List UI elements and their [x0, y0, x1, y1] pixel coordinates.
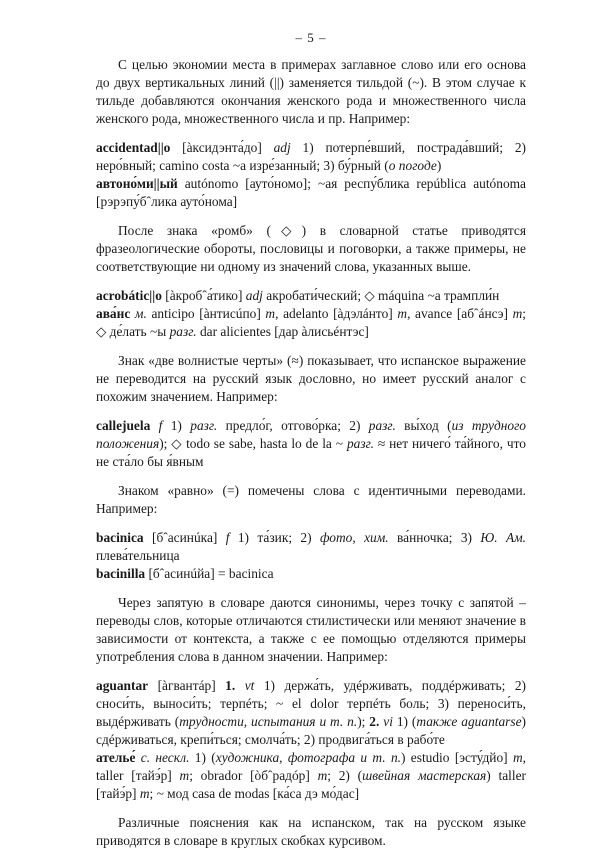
headword: aguantar: [96, 678, 149, 693]
italic-label: m: [139, 786, 150, 801]
italic-label: vt: [244, 678, 255, 693]
text-run: ; 2) (: [327, 768, 363, 783]
dictionary-entry: [96, 287, 526, 305]
text-run: [150, 418, 158, 433]
explanatory-paragraph: [96, 222, 526, 276]
headword: accidentad||o: [96, 140, 171, 155]
text-run: вы́ход (: [395, 418, 452, 433]
text-run: ) сдéрживаться, крепи́ться; смолча́ть; 2) продвига́ться в рабо́те: [96, 714, 527, 747]
headword: 2.: [369, 714, 380, 729]
italic-label: также aguantarse: [416, 714, 522, 729]
text-run: Различные пояснения как на испанском, так на русском языке приводятся в словаре в круглых скобках курсивом.: [96, 815, 526, 848]
text-run: ): [436, 158, 442, 173]
italic-label: adj: [273, 140, 291, 155]
italic-label: f: [225, 530, 230, 545]
text-run: anticipo [àнтисúпо]: [146, 306, 266, 321]
text-run: [бˆасинúка]: [143, 530, 226, 545]
text-run: ; ~ мод casa de modas [ка́са дэ мо́дас]: [149, 786, 360, 801]
text-run: Знак «две волнистые черты» (≈) показывает, что испанское выражение не переводится на русский язык дословно, но имеет русский аналог с похожим значением. Например:: [96, 353, 526, 404]
text-run: ); ◇ todo se sabe, hasta lo de la ~: [159, 436, 347, 451]
explanatory-paragraph: [96, 56, 526, 128]
italic-label: m: [179, 768, 190, 783]
headword: ава́нс: [96, 306, 131, 321]
text-run: Через запятую в словаре даются синонимы, через точку с запятой – переводы слов, которые отличаются стилистически или меняют значение в зависимости от контекста, а также с ее помощью отделяются примеры употребления слова в данном значении. Например:: [96, 595, 526, 664]
text-run: [àксидэнта́до]: [170, 140, 274, 155]
text-run: После знака «ромб» (◇) в словарной статье приводятся фразеологические обороты, пословицы и поговорки, а также примеры, не соответствующие ни одному из значений слова, указанных выше.: [96, 223, 526, 274]
italic-label: из трудного положения: [96, 418, 526, 451]
italic-label: м.: [134, 306, 147, 321]
text-run: ; obrador [òбˆрадóр]: [189, 768, 318, 783]
italic-label: m: [397, 306, 408, 321]
dictionary-entry: [96, 139, 526, 175]
explanatory-paragraph: [96, 482, 526, 518]
italic-label: разг.: [190, 418, 218, 433]
italic-label: f: [158, 418, 163, 433]
italic-label: m: [265, 306, 276, 321]
text-run: плева́тельница: [96, 548, 180, 563]
text-run: dar alicientes [дар àлисьéнтэс]: [196, 324, 369, 339]
text-run: 1): [162, 418, 191, 433]
text-run: [235, 678, 244, 693]
italic-label: с. нескл.: [140, 750, 190, 765]
text-run: 1) держа́ть, удéрживать, поддéрживать; 2) сноси́ть, выноси́ть; терпéть; ~ el dolor терпéть боль; 3) переноси́ть, выдéрживать (: [96, 678, 526, 729]
headword: ателье́: [96, 750, 136, 765]
italic-label: художника, фотографа и т. п.: [215, 750, 401, 765]
italic-label: разг.: [368, 418, 396, 433]
italic-label: разг.: [346, 436, 374, 451]
italic-label: Ю. Ам.: [480, 530, 527, 545]
text-run: ) taller [тайэ́р]: [96, 768, 526, 801]
page-body: [96, 56, 526, 850]
headword: bacinica: [96, 530, 144, 545]
headword: callejuela: [96, 418, 151, 433]
dictionary-entry: [96, 749, 526, 803]
italic-label: m: [512, 306, 523, 321]
text-run: акробати́ческий; ◇ máquina ~a трампли́н: [262, 288, 500, 303]
text-run: [бˆасинúйа] = bacinica: [145, 566, 274, 581]
italic-label: о погоде: [388, 158, 437, 173]
dictionary-entry: [96, 565, 526, 583]
headword: автоно́ми||ый: [96, 176, 178, 191]
text-run: 1) та́зик; 2): [229, 530, 320, 545]
explanatory-paragraph: [96, 594, 526, 666]
italic-label: vi: [383, 714, 393, 729]
text-run: 1) потерпе́вший, пострада́вший; 2) неро́вный; camino costa ~a изре́занный; 3) бу́рный (: [96, 140, 526, 173]
headword: 1.: [225, 678, 236, 693]
page-number: – 5 –: [295, 30, 327, 45]
text-run: [àкробˆа́тико]: [161, 288, 246, 303]
text-run: 1) (: [189, 750, 216, 765]
text-run: ) estudio [эсту́дйо]: [401, 750, 513, 765]
italic-label: m: [512, 750, 523, 765]
text-run: [àгвантáр]: [148, 678, 226, 693]
explanatory-paragraph: [96, 352, 526, 406]
text-run: С целью экономии места в примерах заглавное слово или его основа до двух вертикальных линий (||) заменяется тильдой (~). В этом случае к тильде добавляются окончания женского рода и множественного числа женского рода, множественного числа и пр. Например:: [96, 57, 526, 126]
text-run: autónomo [ауто́номо]; ~ая респу́блика república autónoma [рэрэпу́бˆлика ауто́нома]: [96, 176, 526, 209]
italic-label: разг.: [169, 324, 197, 339]
italic-label: швейная мастерская: [362, 768, 487, 783]
italic-label: трудности, испытания и т. п.: [179, 714, 358, 729]
headword: bacinilla: [96, 566, 146, 581]
italic-label: фото, хим.: [319, 530, 389, 545]
text-run: );: [357, 714, 370, 729]
text-run: предло́г, отгово́рка; 2): [217, 418, 369, 433]
italic-label: m: [317, 768, 328, 783]
italic-label: adj: [245, 288, 263, 303]
dictionary-entry: [96, 175, 526, 211]
text-run: ва́нночка; 3): [388, 530, 481, 545]
dictionary-entry: [96, 529, 526, 565]
text-run: , adelanto [àдэлáнто]: [275, 306, 398, 321]
text-run: , taller [тайэ́р]: [96, 750, 526, 783]
text-run: Знаком «равно» (=) помечены слова с идентичными переводами. Например:: [96, 483, 526, 516]
text-run: ; ◇ де́лать ~ы: [96, 306, 526, 339]
dictionary-entry: [96, 677, 526, 749]
dictionary-entry: [96, 305, 526, 341]
headword: acrobátic||o: [96, 288, 162, 303]
dictionary-entry: [96, 417, 526, 471]
text-run: 1) (: [392, 714, 417, 729]
text-run: ≈ нет ничего́ та́йного, что не ста́ло бы я́вным: [96, 436, 526, 469]
explanatory-paragraph: [96, 814, 526, 850]
text-run: , avance [абˆáнсэ]: [407, 306, 513, 321]
